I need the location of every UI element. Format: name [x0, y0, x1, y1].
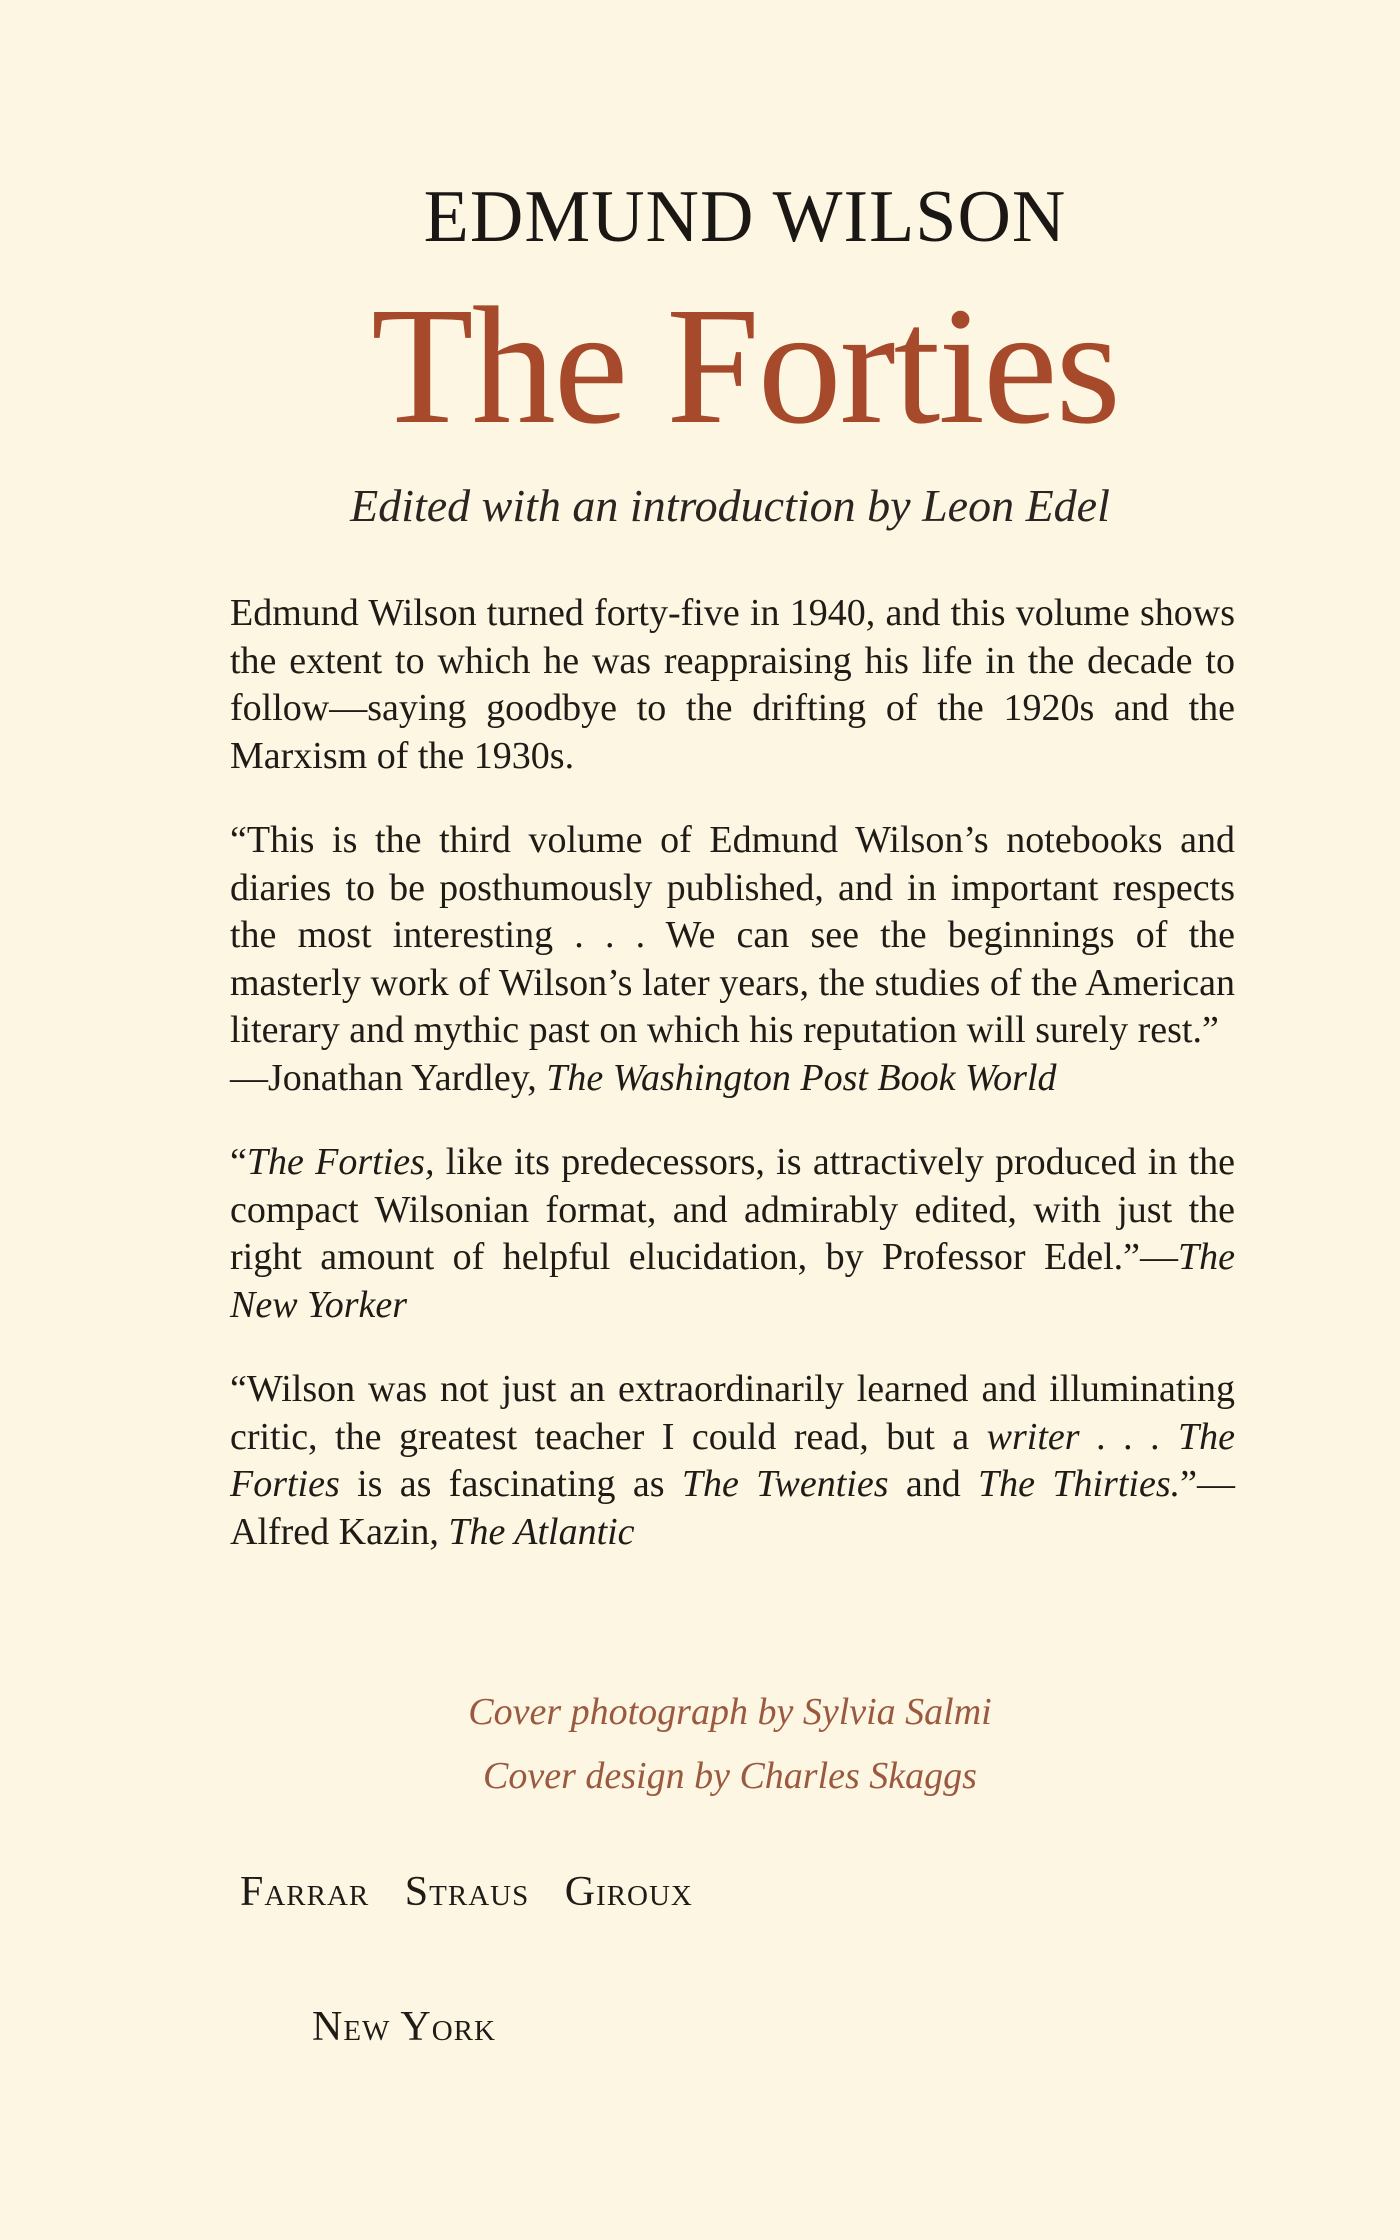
publisher-farrar: Farrar	[240, 1869, 370, 1915]
open-quote: “	[230, 1141, 247, 1183]
design-credit: Cover design by Charles Skaggs	[483, 1755, 977, 1797]
quote-text: “This is the third volume of Edmund Wilson’s notebooks and diaries to be posthumously published, and in important respects the most interesting . . . We can see the beginnings of the masterly work of Wilson’s later years, the studies of the American literary and mythic past on which his reputation will surely rest.”	[230, 819, 1235, 1051]
quote-yardley	[230, 817, 1235, 1102]
quote-text-part: “Wilson was not just an extraordinarily learned and illuminating critic, the greatest teacher I could read, but a	[230, 1368, 1235, 1458]
quote-attribution	[230, 1055, 1235, 1103]
description-paragraph: Edmund Wilson turned forty-five in 1940, and this volume shows the extent to which he was reappraising his life in the decade to follow—saying goodbye to the drifting of the 1920s and the Marxism of the 1930s.	[230, 592, 1235, 777]
publisher-name	[240, 1868, 717, 1916]
editor-line: Edited with an introduction by Leon Edel	[350, 480, 1110, 531]
book-reference: The Thirties.	[978, 1463, 1181, 1505]
quote-emphasis: writer . . .	[986, 1415, 1178, 1458]
cover-credits	[330, 1680, 1130, 1808]
book-reference: The Twenties	[681, 1463, 889, 1505]
publisher-giroux: Giroux	[564, 1869, 693, 1915]
title-reference: The Forties,	[246, 1141, 435, 1183]
quote-text-part: is as fascinating as	[339, 1463, 682, 1505]
attribution-source: The Washington Post Book World	[546, 1056, 1057, 1099]
quote-text-part: and	[888, 1463, 979, 1505]
book-reference: The Forties	[230, 1415, 1235, 1505]
quote-text-part: ”—Alfred Kazin,	[230, 1463, 1235, 1553]
quote-kazin	[230, 1366, 1235, 1556]
quote-new-yorker	[230, 1139, 1235, 1329]
book-title: The Forties	[371, 273, 1119, 459]
publisher-straus: Straus	[404, 1869, 530, 1915]
blurb-section	[230, 590, 1235, 1593]
publisher-city: New York	[312, 2004, 496, 2050]
quote-source: The New Yorker	[230, 1236, 1235, 1326]
quote-text: like its predecessors, is attractively produced in the compact Wilsonian format, and admirably edited, with just the right amount of helpful elucidation, by Professor Edel.”—	[230, 1141, 1235, 1278]
quote-source: The Atlantic	[448, 1510, 635, 1553]
photo-credit: Cover photograph by Sylvia Salmi	[468, 1691, 992, 1733]
attribution-name: —Jonathan Yardley,	[230, 1056, 547, 1099]
author-name: EDMUND WILSON	[423, 176, 1067, 258]
